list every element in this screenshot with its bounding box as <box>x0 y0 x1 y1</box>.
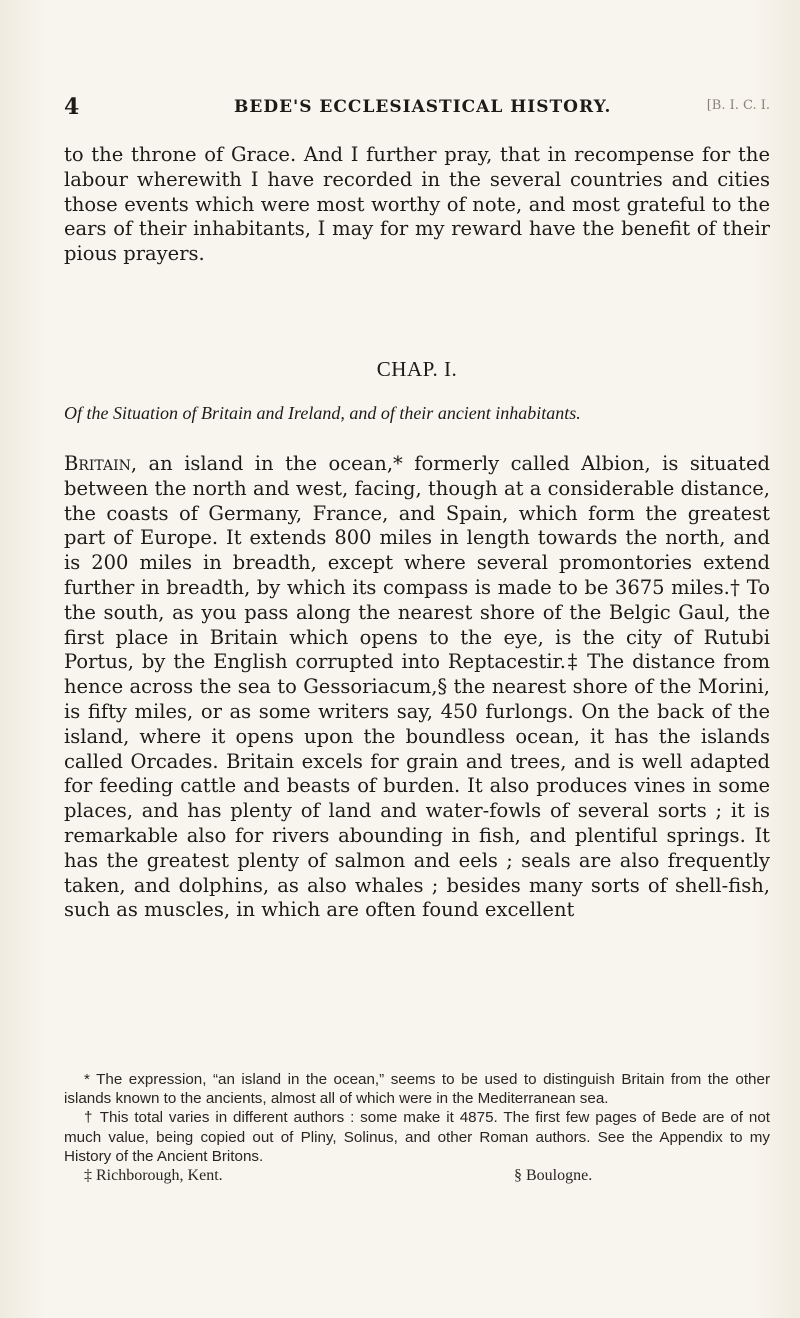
chapter-heading: CHAP. I. <box>376 357 458 381</box>
footnote-row <box>64 1166 770 1185</box>
footnote: ‡ Richborough, Kent. <box>84 1167 223 1185</box>
footnote: * The expression, “an island in the ocean,” seems to be used to distinguish Britain from the other islands known to the ancients, almost all of which were in the Mediterranean sea. <box>64 1071 770 1108</box>
chapter-subtitle: Of the Situation of Britain and Ireland, and of their ancient inhabitants. <box>64 403 581 423</box>
book-chapter-ref: [B. I. C. I. <box>706 98 770 113</box>
running-head: BEDE'S ECCLESIASTICAL HISTORY. <box>234 97 612 117</box>
main-paragraph <box>64 452 770 923</box>
main-paragraph-text: an island in the ocean,* formerly called Albion, is situated between the north and west, facing, though at a considerable distance, the coasts of Germany, France, and Spain, which form the greatest part of Europe. It extends 800 miles in length towards the north, and is 200 miles in breadth, except where several promontories extend further in breadth, by which its compass is made to be 3675 miles.† To the south, as you pass along the nearest shore of the Belgic Gaul, the first place in Britain which opens to the eye, is the city of Rutubi Portus, by the English corrupted into Reptacestir.‡ The distance from hence across the sea to Gessoriacum,§ the nearest shore of the Morini, is fifty miles, or as some writers say, 450 furlongs. On the back of the island, where it opens upon the boundless ocean, it has the islands called Orcades. Britain excels for grain and trees, and is well adapted for feeding cattle and beasts of burden. It also produces vines in some places, and has plenty of land and water-fowls of several sorts ; it is remarkable also for rivers abounding in fish, and plentiful springs. It has the greatest plenty of salmon and eels ; seals are also frequently taken, and dolphins, as also whales ; besides many sorts of shell-fish, such as muscles, in which are often found excellent <box>64 452 770 922</box>
page-header <box>64 94 770 118</box>
footnotes <box>64 1070 770 1185</box>
footnote: † This total varies in different authors : some make it 4875. The first few pages of Bede are of not much value, being copied out of Pliny, Solinus, and other Roman authors. See the Appendix to my History of the Ancient Britons. <box>64 1109 770 1165</box>
footnote: § Boulogne. <box>514 1167 593 1185</box>
lead-word: Britain, <box>64 452 138 475</box>
intro-paragraph: to the throne of Grace. And I further pray, that in recompense for the labour wherewith I have recorded in the several countries and cities those events which were most worthy of note, and most grateful to the ears of their inhabitants, I may for my reward have the benefit of their pious prayers. <box>64 143 770 266</box>
page-number: 4 <box>64 94 80 120</box>
